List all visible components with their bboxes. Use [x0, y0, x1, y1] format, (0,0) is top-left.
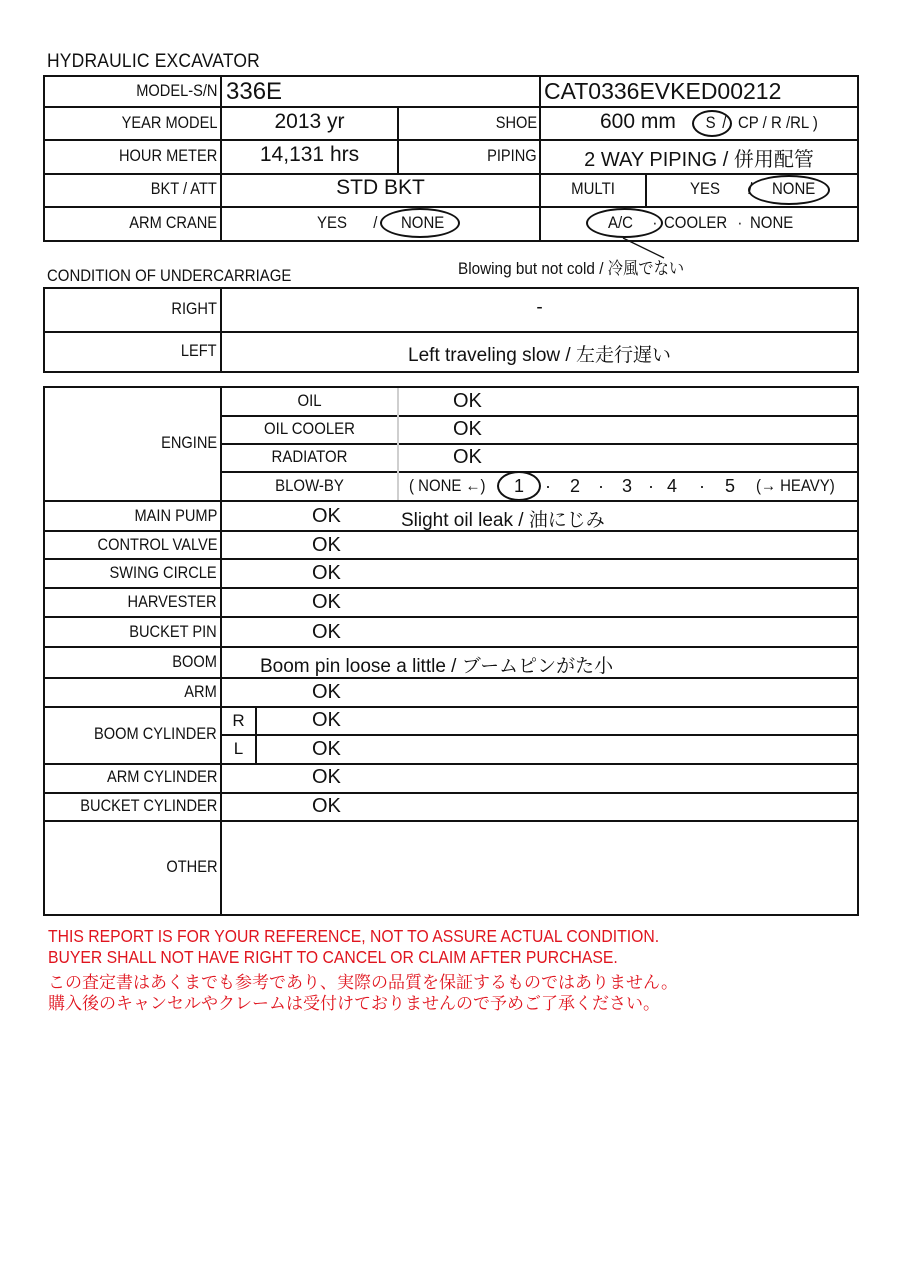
boom-cylinder-l-value: OK — [312, 738, 341, 760]
blowby-scale-none: ( NONE ←) — [409, 476, 486, 495]
undercarriage-left-label: LEFT — [181, 341, 217, 360]
serial-number: CAT0336EVKED00212 — [544, 78, 782, 104]
harvester-value: OK — [312, 591, 341, 613]
shoe-size: 600 mm — [600, 110, 676, 133]
bkt-att-label: BKT / ATT — [150, 179, 217, 198]
document-title: HYDRAULIC EXCAVATOR — [47, 51, 260, 72]
shoe-label: SHOE — [495, 113, 537, 132]
hour-meter-label: HOUR METER — [118, 146, 217, 165]
blowby-scale-heavy: (→ HEAVY) — [756, 476, 835, 495]
arm-crane-sep: / — [373, 213, 378, 232]
blowby-sep-3: · — [648, 476, 654, 496]
engine-radiator-value: OK — [453, 446, 482, 468]
blowby-sep-1: · — [545, 476, 551, 496]
engine-label: ENGINE — [160, 433, 217, 452]
other-label: OTHER — [165, 857, 217, 876]
disclaimer-line-2: BUYER SHALL NOT HAVE RIGHT TO CANCEL OR CLAIM AFTER PURCHASE. — [48, 947, 618, 967]
shoe-option-s: S — [705, 113, 716, 132]
multi-sep: / — [748, 179, 753, 198]
ac-sep-2: · — [737, 213, 743, 232]
hour-meter-value: 14,131 hrs — [259, 143, 360, 166]
blowby-level-4: 4 — [667, 476, 678, 496]
swing-circle-label: SWING CIRCLE — [109, 563, 217, 582]
bucket-pin-value: OK — [312, 621, 341, 643]
arm-value: OK — [312, 681, 341, 703]
year-model-label: YEAR MODEL — [121, 113, 217, 132]
blowby-sep-2: · — [598, 476, 604, 496]
bucket-pin-label: BUCKET PIN — [129, 622, 217, 641]
blowby-level-3: 3 — [622, 476, 633, 496]
undercarriage-right-value: - — [536, 297, 543, 318]
harvester-label: HARVESTER — [127, 592, 217, 611]
disclaimer-line-3: この査定書はあくまでも参考であり、実際の品質を保証するものではありません。 — [48, 973, 679, 992]
ac-note: Blowing but not cold / 冷風でない — [458, 259, 685, 278]
disclaimer-line-4: 購入後のキャンセルやクレームは受付けておりませんので予めご了承ください。 — [48, 994, 660, 1013]
bkt-att-value: STD BKT — [336, 176, 425, 199]
blowby-label: BLOW-BY — [275, 476, 344, 495]
arm-crane-yes: YES — [317, 213, 347, 232]
main-pump-note: Slight oil leak / 油にじみ — [401, 510, 605, 531]
model-sn-label: MODEL-S/N — [135, 81, 217, 100]
arm-label: ARM — [184, 682, 217, 701]
undercarriage-left-value: Left traveling slow / 左走行遅い — [408, 345, 671, 366]
engine-oil-cooler-value: OK — [453, 418, 482, 440]
boom-cylinder-r-label: R — [232, 711, 245, 730]
arm-cylinder-value: OK — [312, 766, 341, 788]
engine-oil-label: OIL — [297, 391, 322, 410]
boom-cylinder-r-value: OK — [312, 709, 341, 731]
piping-label: PIPING — [487, 146, 537, 165]
bucket-cylinder-value: OK — [312, 795, 341, 817]
swing-circle-value: OK — [312, 562, 341, 584]
boom-label: BOOM — [172, 652, 217, 671]
engine-radiator-label: RADIATOR — [271, 447, 348, 466]
ac-none: NONE — [750, 213, 794, 232]
control-valve-value: OK — [312, 534, 341, 556]
piping-value: 2 WAY PIPING / 併用配管 — [584, 149, 814, 171]
undercarriage-right-label: RIGHT — [171, 299, 217, 318]
shoe-option-rest: CP / R /RL ) — [738, 113, 818, 132]
engine-oil-cooler-label: OIL COOLER — [264, 419, 355, 438]
model-value: 336E — [226, 78, 283, 105]
shoe-option-sep: / — [722, 113, 727, 132]
arm-cylinder-label: ARM CYLINDER — [106, 767, 217, 786]
blowby-level-2: 2 — [570, 476, 581, 496]
main-pump-label: MAIN PUMP — [134, 506, 217, 525]
blowby-sep-4: · — [699, 476, 705, 496]
boom-cylinder-label: BOOM CYLINDER — [94, 724, 217, 743]
year-value: 2013 yr — [274, 110, 345, 133]
multi-none: NONE — [772, 179, 816, 198]
control-valve-label: CONTROL VALVE — [97, 535, 217, 554]
multi-yes: YES — [690, 179, 720, 198]
boom-value: Boom pin loose a little / ブームピンがた小 — [260, 656, 614, 677]
blowby-level-1: 1 — [514, 476, 525, 496]
undercarriage-heading: CONDITION OF UNDERCARRIAGE — [47, 266, 292, 285]
arm-crane-label: ARM CRANE — [129, 213, 217, 232]
boom-cylinder-l-label: L — [233, 739, 244, 758]
multi-label: MULTI — [571, 179, 615, 198]
disclaimer-line-1: THIS REPORT IS FOR YOUR REFERENCE, NOT TO ASSURE ACTUAL CONDITION. — [48, 926, 660, 946]
blowby-level-5: 5 — [725, 476, 736, 496]
ac-sep-1: · — [652, 213, 658, 232]
bucket-cylinder-label: BUCKET CYLINDER — [79, 796, 217, 815]
main-pump-value: OK — [312, 505, 341, 527]
cooler-option: COOLER — [664, 213, 728, 232]
engine-oil-value: OK — [453, 390, 482, 412]
arm-crane-none: NONE — [401, 213, 445, 232]
ac-option: A/C — [608, 213, 633, 232]
